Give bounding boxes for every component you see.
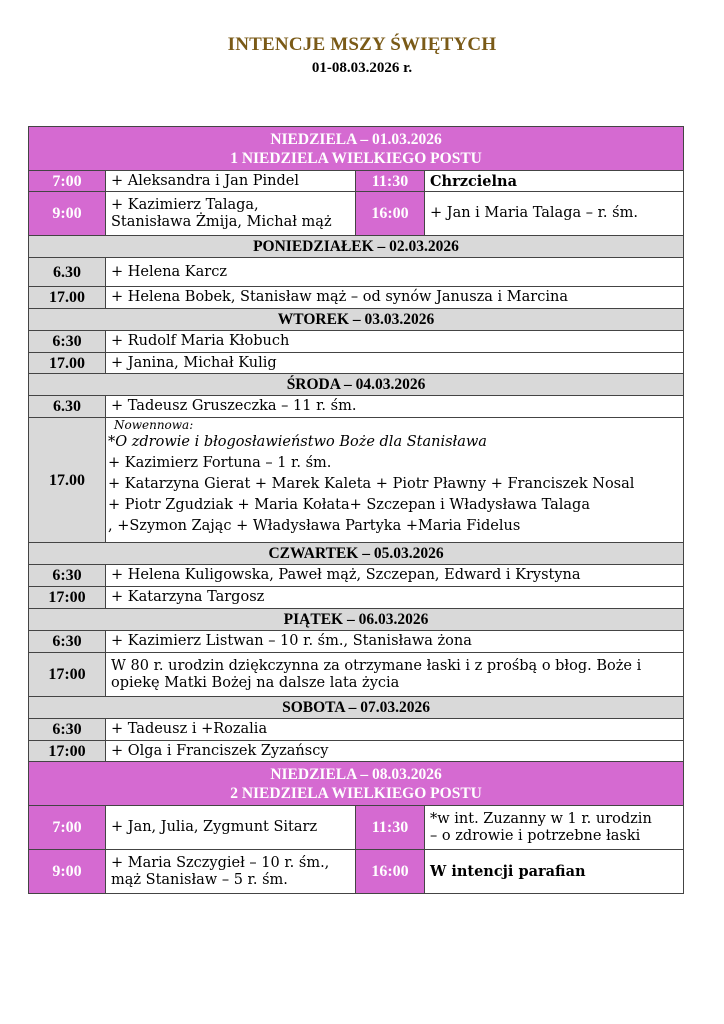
mass-time: 7:00 <box>29 171 106 192</box>
mass-time: 6:30 <box>29 631 106 653</box>
mass-intention: + Rudolf Maria Kłobuch <box>106 331 684 353</box>
mass-intention: + Kazimierz Listwan – 10 r. śm., Stanisława żona <box>106 631 684 653</box>
table-row <box>29 653 684 697</box>
table-row <box>29 565 684 587</box>
mass-time: 17:00 <box>29 741 106 762</box>
monday-header-row <box>29 236 684 258</box>
mass-intention: + Katarzyna Targosz <box>106 587 684 609</box>
mass-intention: + Helena Karcz <box>106 258 684 287</box>
mass-time: 16:00 <box>356 850 425 894</box>
tuesday-header-row <box>29 309 684 331</box>
mass-intention: Nowennowa: *O zdrowie i błogosławieństwo Boże dla Stanisława + Kazimierz Fortuna – 1 r. śm. + Katarzyna Gierat + Marek Kaleta + Piotr Pławny + Franciszek Nosal + Piotr Zgudziak + Maria Kołata+ Szczepan i Władysława Talaga , +Szymon Zając + Władysława Partyka +Maria Fidelus <box>106 418 684 543</box>
day-heading: ŚRODA – 04.03.2026 <box>29 374 684 396</box>
mass-intention: + Tadeusz i +Rozalia <box>106 719 684 741</box>
mass-time: 11:30 <box>356 806 425 850</box>
mass-time: 7:00 <box>29 806 106 850</box>
mass-intention: + Kazimierz Talaga, Stanisława Żmija, Michał mąż <box>106 192 356 236</box>
mass-time: 6:30 <box>29 331 106 353</box>
day-heading: WTOREK – 03.03.2026 <box>29 309 684 331</box>
mass-time: 6.30 <box>29 258 106 287</box>
table-row <box>29 850 684 894</box>
table-row <box>29 192 684 236</box>
mass-intention: + Helena Kuligowska, Paweł mąż, Szczepan, Edward i Krystyna <box>106 565 684 587</box>
mass-intention: + Olga i Franciszek Zyzańscy <box>106 741 684 762</box>
mass-intention: + Aleksandra i Jan Pindel <box>106 171 356 192</box>
mass-time: 6:30 <box>29 719 106 741</box>
day-heading: NIEDZIELA – 08.03.2026 2 NIEDZIELA WIELKIEGO POSTU <box>29 762 684 806</box>
mass-intention: W 80 r. urodzin dziękczynna za otrzymane łaski i z prośbą o błog. Boże i opiekę Matki Bożej na dalsze lata życia <box>106 653 684 697</box>
sunday-header-row <box>29 127 684 171</box>
mass-time: 17.00 <box>29 287 106 309</box>
thursday-header-row <box>29 543 684 565</box>
mass-time: 9:00 <box>29 850 106 894</box>
mass-time: 11:30 <box>356 171 425 192</box>
mass-intention: + Jan i Maria Talaga – r. śm. <box>425 192 684 236</box>
day-heading: PIĄTEK – 06.03.2026 <box>29 609 684 631</box>
date-range: 01-08.03.2026 r. <box>311 60 413 76</box>
mass-intention: *w int. Zuzanny w 1 r. urodzin – o zdrowie i potrzebne łaski <box>425 806 684 850</box>
saturday-header-row <box>29 697 684 719</box>
table-row <box>29 287 684 309</box>
mass-time: 17.00 <box>29 418 106 543</box>
friday-header-row <box>29 609 684 631</box>
table-row <box>29 353 684 374</box>
day-heading: SOBOTA – 07.03.2026 <box>29 697 684 719</box>
mass-time: 17.00 <box>29 353 106 374</box>
page-title: INTENCJE MSZY ŚWIĘTYCH <box>227 34 497 55</box>
table-row <box>29 719 684 741</box>
sunday-header-row <box>29 762 684 806</box>
mass-time: 9:00 <box>29 192 106 236</box>
table-row <box>29 171 684 192</box>
mass-intention: + Maria Szczygieł – 10 r. śm., mąż Stanisław – 5 r. śm. <box>106 850 356 894</box>
day-heading: CZWARTEK – 05.03.2026 <box>29 543 684 565</box>
day-heading: PONIEDZIAŁEK – 02.03.2026 <box>29 236 684 258</box>
mass-intention: W intencji parafian <box>425 850 684 894</box>
mass-intention: + Helena Bobek, Stanisław mąż – od synów Janusza i Marcina <box>106 287 684 309</box>
table-row <box>29 741 684 762</box>
table-row <box>29 587 684 609</box>
mass-intention: + Janina, Michał Kulig <box>106 353 684 374</box>
day-heading: NIEDZIELA – 01.03.2026 1 NIEDZIELA WIELKIEGO POSTU <box>29 127 684 171</box>
table-row <box>29 258 684 287</box>
mass-time: 6:30 <box>29 565 106 587</box>
mass-time: 6.30 <box>29 396 106 418</box>
mass-intentions-table <box>28 126 684 894</box>
mass-time: 16:00 <box>356 192 425 236</box>
table-row <box>29 396 684 418</box>
mass-intention: + Tadeusz Gruszeczka – 11 r. śm. <box>106 396 684 418</box>
mass-time: 17:00 <box>29 587 106 609</box>
wednesday-header-row <box>29 374 684 396</box>
table-row <box>29 631 684 653</box>
table-row <box>29 806 684 850</box>
mass-intention: Chrzcielna <box>425 171 684 192</box>
novena-note: Nowennowa: <box>114 418 194 432</box>
mass-time: 17:00 <box>29 653 106 697</box>
table-row <box>29 418 684 543</box>
mass-intention: + Jan, Julia, Zygmunt Sitarz <box>106 806 356 850</box>
table-row <box>29 331 684 353</box>
